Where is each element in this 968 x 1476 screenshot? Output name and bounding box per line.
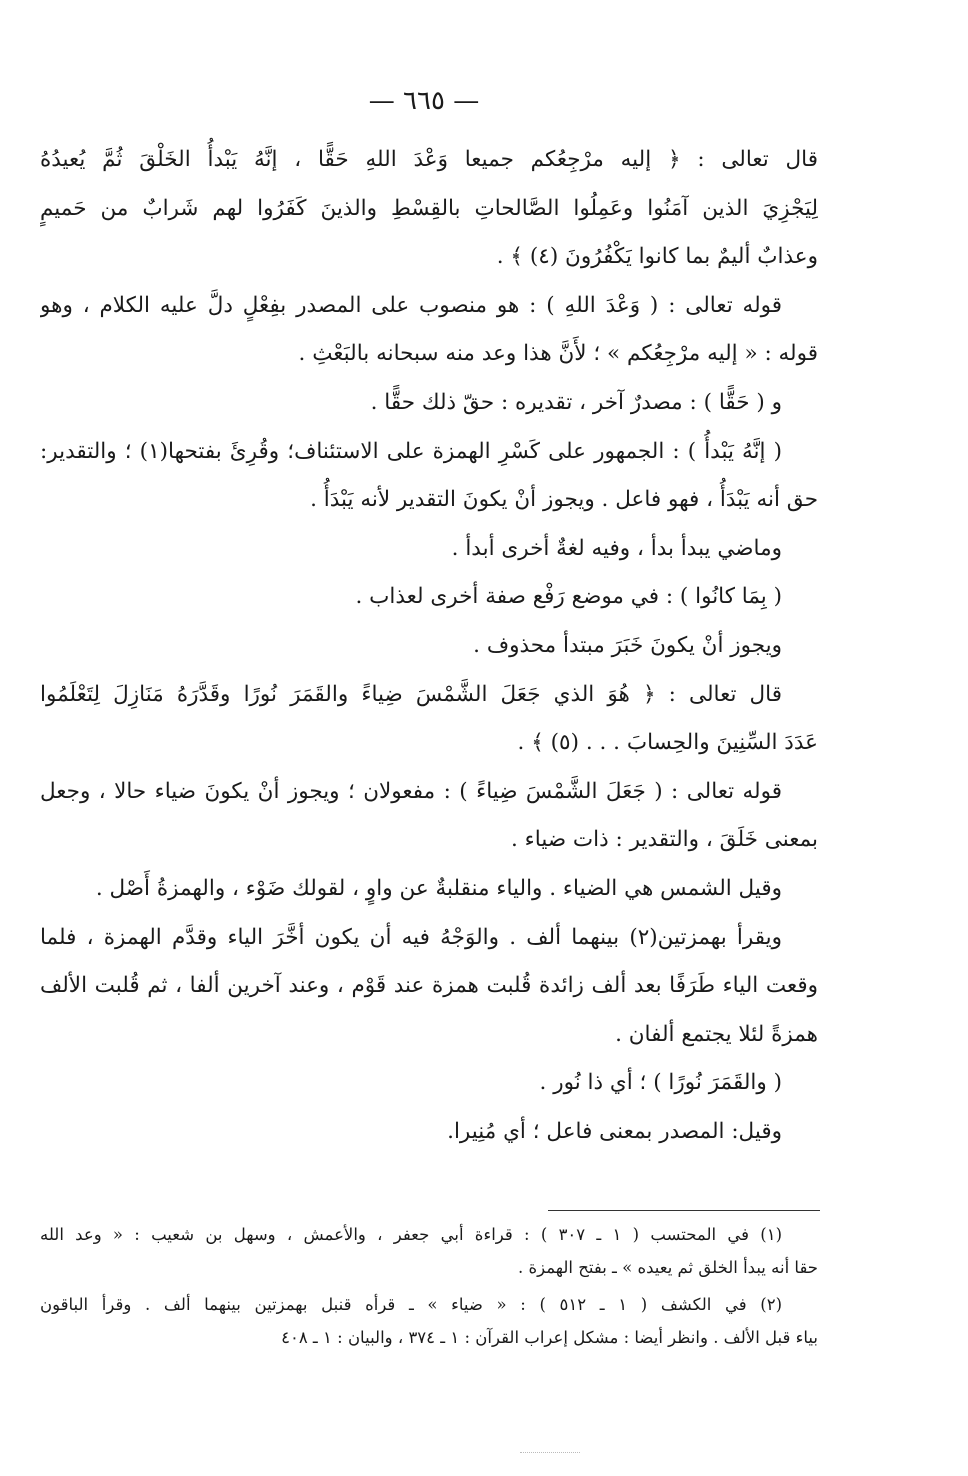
text-line: ( والقَمَرَ نُورًا ) ؛ أي ذا نُور . (539, 1070, 782, 1096)
text-line: لِيَجْزِيَ الذين آمَنُوا وعَمِلُوا الصَّالحاتِ بالقِسْطِ والذينَ كَفَرُوا لهم شَرابٌ من حَميمٍ (40, 195, 818, 221)
text-line: قوله تعالى : ( وَعْدَ اللهِ ) : هو منصوب على المصدر بفِعْلٍ دلَّ عليه الكلام ، وهو (40, 292, 782, 318)
text-line: وماضي يبدأ بدأ ، وفيه لغةٌ أخرى أبدأ . (451, 535, 782, 561)
footnotes (40, 1218, 818, 1354)
text-line: وقيل الشمس هي الضياء . والياء منقلبةٌ عن واوٍ ، لقولك ضَوْء ، والهمزةُ أَصْل . (95, 875, 782, 901)
text-line: قوله : « إليه مرْجِعُكم » ؛ لأَنَّ هذا وعد منه سبحانه بالبَعْثِ . (298, 341, 818, 367)
text-line: عَدَدَ السِّنِينَ والحِسابَ . . . (٥) ﴾ . (517, 730, 818, 756)
footnote-line: حقا أنه يبدأ الخلق ثم يعيده » ـ بفتح الهمزة . (517, 1258, 818, 1277)
text-line: بمعنى خَلَقَ ، والتقدير : ذات ضياء . (511, 827, 818, 853)
text-line: ويقرأ بهمزتين(٢) بينهما ألف . والوَجْهُ فيه أن يكون أخَّرَ الياء وقدَّم الهمزة ، فلما (40, 924, 782, 950)
text-line: ويجوز أنْ يكونَ خَبَرَ مبتدأ محذوف . (473, 632, 782, 658)
text-line: قوله تعالى : ( جَعَلَ الشَّمْسَ ضِياءً ) : مفعولان ؛ ويجوز أنْ يكونَ ضياء حالا ، وجعل (40, 778, 782, 804)
footnote-divider (548, 1210, 820, 1211)
text-line: وقيل: المصدر بمعنى فاعل ؛ أي مُنِيرا. (447, 1118, 782, 1144)
bottom-ornament (520, 1452, 580, 1459)
text-line: ( إنَّهُ يَبْدأُ ) : الجمهور على كَسْرِ الهمزة على الاستئناف؛ وقُرِئَ بفتحها(١) ؛ والتقدير: (40, 438, 782, 464)
footnote-line: بياء قبل الألف . وانظر أيضا : مشكل إعراب القرآن : ١ ـ ٣٧٤ ، والبيان : ١ ـ ٤٠٨ (281, 1328, 818, 1347)
footnote-line: (١) في المحتسب ( ١ ـ ٣٠٧ ) : قراءة أبي جعفر ، والأعمش ، وسهل بن شعيب : « وعد الله (40, 1225, 782, 1244)
text-line: قال تعالى : ﴿ هُوَ الذي جَعَلَ الشَّمْسَ ضِياءً والقَمَرَ نُورًا وقَدَّرَهُ مَنَازِلَ لِتَعْلَمُوا (40, 681, 782, 707)
text-line: حق أنه يَبْدَأُ ، فهو فاعل . ويجوز أنْ يكونَ التقدير لأنه يَبْدَأُ . (310, 487, 818, 513)
text-line: و ( حَقًّا ) : مصدرٌ آخر ، تقديره : حقّ ذلك حقًّا . (370, 389, 782, 415)
main-text (40, 136, 818, 1156)
text-line: وقعت الياء طَرَفًا بعد ألف زائدة قُلبت همزة عند قَوْم ، وعند آخرين ألفا ، ثم قُلبت الألف (40, 973, 818, 999)
text-line: ( بِمَا كانُوا ) : في موضع رَفْع صفة أخرى لعذاب . (355, 584, 782, 610)
page-number: — ٦٦٥ — (368, 86, 480, 116)
footnote-line: (٢) في الكشف ( ١ ـ ٥١٢ ) : « ضياء » ـ قرأه قنبل بهمزتين بينهما ألف . وقرأ الباقون (40, 1295, 783, 1314)
text-line: قال تعالى : ﴿ إليه مرْجِعُكم جميعا وَعْدَ اللهِ حَقًّا ، إنَّهُ يَبْدأُ الخَلْقَ ثُمَّ يُعيدُهُ (40, 147, 818, 172)
text-line: وعذابٌ أليمٌ بما كانوا يَكْفُرُونَ (٤) ﴾ . (496, 244, 818, 270)
text-line: همزةً لئلا يجتمع ألفان . (615, 1021, 818, 1047)
